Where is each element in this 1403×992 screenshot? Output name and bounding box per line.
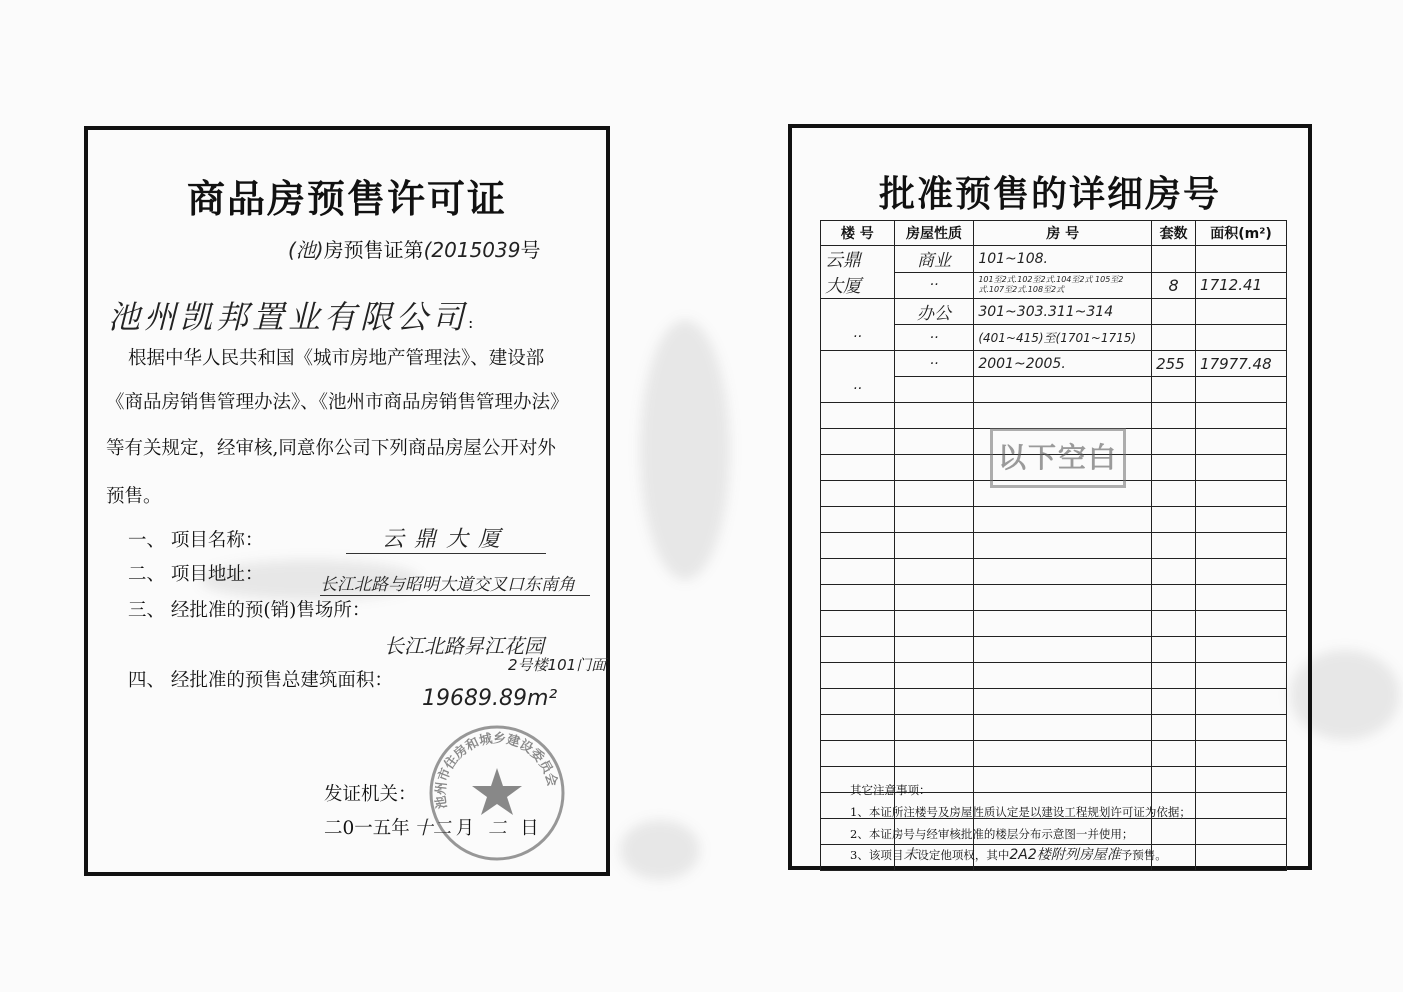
presale-permit-panel xyxy=(84,126,610,876)
issue-year: 二0一五年 xyxy=(324,818,410,839)
table-row xyxy=(821,325,1287,351)
project-address-label: 二、 项目地址： xyxy=(128,564,264,585)
header-count: 套数 xyxy=(1152,221,1196,246)
note-3-prefix: 3、该项目 xyxy=(850,848,904,862)
cert-number: (2015039 xyxy=(423,238,521,262)
blank-row xyxy=(821,741,1287,767)
project-address-value: 长江北路与昭明大道交叉口东南角 xyxy=(320,570,590,596)
cert-prefix: (池) xyxy=(288,238,324,262)
note-2: 2、本证房号与经审核批准的楼层分布示意图一并使用； xyxy=(850,827,1134,841)
table-row xyxy=(821,351,1287,377)
table-row xyxy=(821,377,1287,403)
floor-area-value: 19689.89m² xyxy=(422,686,558,711)
cell-nature xyxy=(894,377,974,403)
cell-area xyxy=(1196,299,1287,325)
project-name-label: 一、 项目名称： xyxy=(128,530,264,551)
sales-venue-value-2: 2号楼101门面 xyxy=(508,656,607,674)
cell-building xyxy=(821,351,895,377)
cell-count xyxy=(1152,299,1196,325)
blank-row xyxy=(821,533,1287,559)
cell-rooms: (401~415)至(1701~1715) xyxy=(974,325,1152,351)
note-3-suffix: 予预售。 xyxy=(1120,848,1167,862)
blank-row xyxy=(821,637,1287,663)
room-detail-panel xyxy=(788,124,1312,870)
blank-row xyxy=(821,585,1287,611)
blank-row xyxy=(821,689,1287,715)
header-building: 楼 号 xyxy=(821,221,895,246)
seal-text: 池州市住房和城乡建设委员会 xyxy=(433,731,560,810)
copy-smudge xyxy=(640,320,730,580)
cell-nature: ·· xyxy=(894,272,974,299)
blank-row xyxy=(821,611,1287,637)
cell-rooms: 101~108. xyxy=(974,246,1152,273)
cell-building: ·· xyxy=(821,325,895,351)
header-area: 面积(m²) xyxy=(1196,221,1287,246)
blank-row xyxy=(821,559,1287,585)
paragraph-line: 预售。 xyxy=(106,486,162,507)
cell-building: ·· xyxy=(821,377,895,403)
header-room: 房 号 xyxy=(974,221,1152,246)
cell-nature: 商业 xyxy=(894,246,974,273)
sales-venue-label: 三、 经批准的预(销)售场所： xyxy=(128,600,371,621)
issuer-label: 发证机关： xyxy=(324,784,417,805)
certificate-number-line xyxy=(288,234,540,263)
company-name: 池州凯邦置业有限公司 xyxy=(108,298,469,336)
floor-area-label: 四、 经批准的预售总建筑面积： xyxy=(128,670,393,691)
blank-below-stamp: 以下空白 xyxy=(990,428,1126,488)
cell-count xyxy=(1152,325,1196,351)
cell-rooms: 301~303.311~314 xyxy=(974,299,1152,325)
issue-date xyxy=(324,814,539,840)
sales-venue-value-1: 长江北路昇江花园 xyxy=(384,634,544,658)
paragraph-line: 《商品房销售管理办法》、《池州市商品房销售管理办法》 xyxy=(106,392,569,413)
cell-area xyxy=(1196,377,1287,403)
cert-suffix: 号 xyxy=(520,238,541,262)
note-1: 1、本证所注楼号及房屋性质认定是以建设工程规划许可证为依据； xyxy=(850,805,1191,819)
copy-smudge xyxy=(620,820,700,880)
paragraph-line: 等有关规定，经审核,同意你公司下列商品房屋公开对外 xyxy=(106,438,556,459)
room-table-header xyxy=(821,221,1287,246)
room-table xyxy=(820,220,1287,871)
official-seal xyxy=(426,722,568,864)
cell-area xyxy=(1196,246,1287,273)
issue-day-suffix: 日 xyxy=(520,818,539,839)
table-row xyxy=(821,272,1287,299)
cell-count xyxy=(1152,377,1196,403)
table-row xyxy=(821,246,1287,273)
cert-middle: 房预售证第 xyxy=(323,238,424,262)
cell-rooms: 2001~2005. xyxy=(974,351,1152,377)
note-3 xyxy=(850,844,1167,864)
cell-nature: ·· xyxy=(894,351,974,377)
cell-nature: ·· xyxy=(894,325,974,351)
issue-month-suffix: 月 xyxy=(455,818,475,839)
permit-title: 商品房预售许可证 xyxy=(186,177,507,221)
note-3-hand-2: 2A2楼附列房屋准 xyxy=(1009,847,1121,863)
cell-building: 大厦 xyxy=(821,272,895,299)
issue-month-hand: 十二 xyxy=(414,818,452,839)
blank-row xyxy=(821,403,1287,429)
note-3-hand-1: 未 xyxy=(903,847,918,863)
cell-building xyxy=(821,299,895,325)
cell-rooms xyxy=(974,377,1152,403)
cell-area xyxy=(1196,325,1287,351)
header-nature: 房屋性质 xyxy=(894,221,974,246)
cell-count xyxy=(1152,246,1196,273)
blank-row xyxy=(821,507,1287,533)
cell-count: 8 xyxy=(1152,272,1196,299)
cell-rooms: 101至2式.102至2式.104至2式 105至2式.107至2式.108至2式 xyxy=(974,272,1152,299)
paragraph-line: 根据中华人民共和国《城市房地产管理法》、建设部 xyxy=(128,348,545,369)
cell-count: 255 xyxy=(1152,351,1196,377)
project-name-value: 云鼎大厦 xyxy=(346,522,546,554)
blank-row xyxy=(821,663,1287,689)
cell-area: 17977.48 xyxy=(1196,351,1287,377)
issue-day-hand: 二 xyxy=(488,818,507,839)
company-name-line xyxy=(108,292,477,338)
cell-nature: 办公 xyxy=(894,299,974,325)
notes-title: 其它注意事项： xyxy=(850,783,931,797)
blank-row xyxy=(821,715,1287,741)
room-detail-title: 批准预售的详细房号 xyxy=(878,174,1221,215)
company-colon: : xyxy=(468,313,478,332)
note-3-mid: 设定他项权，其中 xyxy=(917,848,1010,862)
cell-area: 1712.41 xyxy=(1196,272,1287,299)
table-row xyxy=(821,299,1287,325)
cell-building: 云鼎 xyxy=(821,246,895,273)
